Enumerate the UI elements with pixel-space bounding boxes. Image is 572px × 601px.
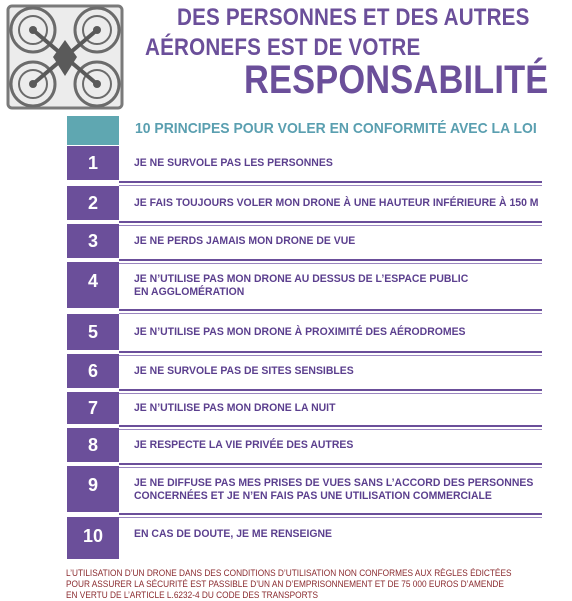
principle-text: JE RESPECTE LA VIE PRIVÉE DES AUTRES — [134, 438, 354, 451]
title-line-2: AÉRONEFS EST DE VOTRE — [145, 34, 421, 61]
principle-number: 6 — [67, 354, 119, 388]
principle-number: 4 — [67, 262, 119, 308]
list-item — [67, 392, 542, 424]
list-item — [67, 466, 542, 512]
list-item — [67, 517, 542, 559]
principle-number: 3 — [67, 224, 119, 258]
principle-number: 9 — [67, 466, 119, 512]
subtitle: 10 PRINCIPES POUR VOLER EN CONFORMITÉ AVEC LA LOI — [135, 120, 537, 137]
list-item — [67, 428, 542, 462]
principle-text: JE N’UTILISE PAS MON DRONE AU DESSUS DE L’ESPACE PUBLIC EN AGGLOMÉRATION — [134, 273, 469, 298]
principle-number: 8 — [67, 428, 119, 462]
principle-text: JE NE SURVOLE PAS DE SITES SENSIBLES — [134, 364, 354, 377]
principle-text: JE N’UTILISE PAS MON DRONE LA NUIT — [134, 401, 336, 414]
principle-number: 1 — [67, 146, 119, 180]
principle-number: 5 — [67, 314, 119, 350]
list-item — [67, 186, 542, 220]
list-item — [67, 262, 542, 308]
principle-text: JE N’UTILISE PAS MON DRONE À PROXIMITÉ DES AÉRODROMES — [134, 325, 466, 338]
legal-notice: L’UTILISATION D’UN DRONE DANS DES CONDITIONS D’UTILISATION NON CONFORMES AUX RÈGLES ÉDICTÉES POUR ASSURER LA SÉCURITÉ EST PASSIBLE D’UN AN D’EMPRISONNEMENT ET DE 75 000 EUROS D’AMENDE EN VERTU DE L’ARTICLE L.6232-4 DU CODE DES TRANSPORTS — [66, 568, 512, 600]
list-item — [67, 146, 542, 180]
principle-text: EN CAS DE DOUTE, JE ME RENSEIGNE — [134, 528, 333, 540]
principle-text: JE NE SURVOLE PAS LES PERSONNES — [134, 156, 333, 169]
title-line-1: DES PERSONNES ET DES AUTRES — [177, 4, 530, 31]
list-item — [67, 354, 542, 388]
principle-number: 7 — [67, 392, 119, 424]
list-item — [67, 224, 542, 258]
title-line-3: RESPONSABILITÉ — [244, 58, 549, 102]
principle-number: 10 — [67, 517, 119, 559]
principle-text: JE NE PERDS JAMAIS MON DRONE DE VUE — [134, 234, 356, 247]
principle-text: JE NE DIFFUSE PAS MES PRISES DE VUES SANS L’ACCORD DES PERSONNES CONCERNÉES ET JE N’EN FAIS PAS UNE UTILISATION COMMERCIALE — [134, 477, 534, 502]
list-item — [67, 314, 542, 350]
principle-text: JE FAIS TOUJOURS VOLER MON DRONE À UNE HAUTEUR INFÉRIEURE À 150 M — [134, 196, 539, 209]
principle-number: 2 — [67, 186, 119, 220]
